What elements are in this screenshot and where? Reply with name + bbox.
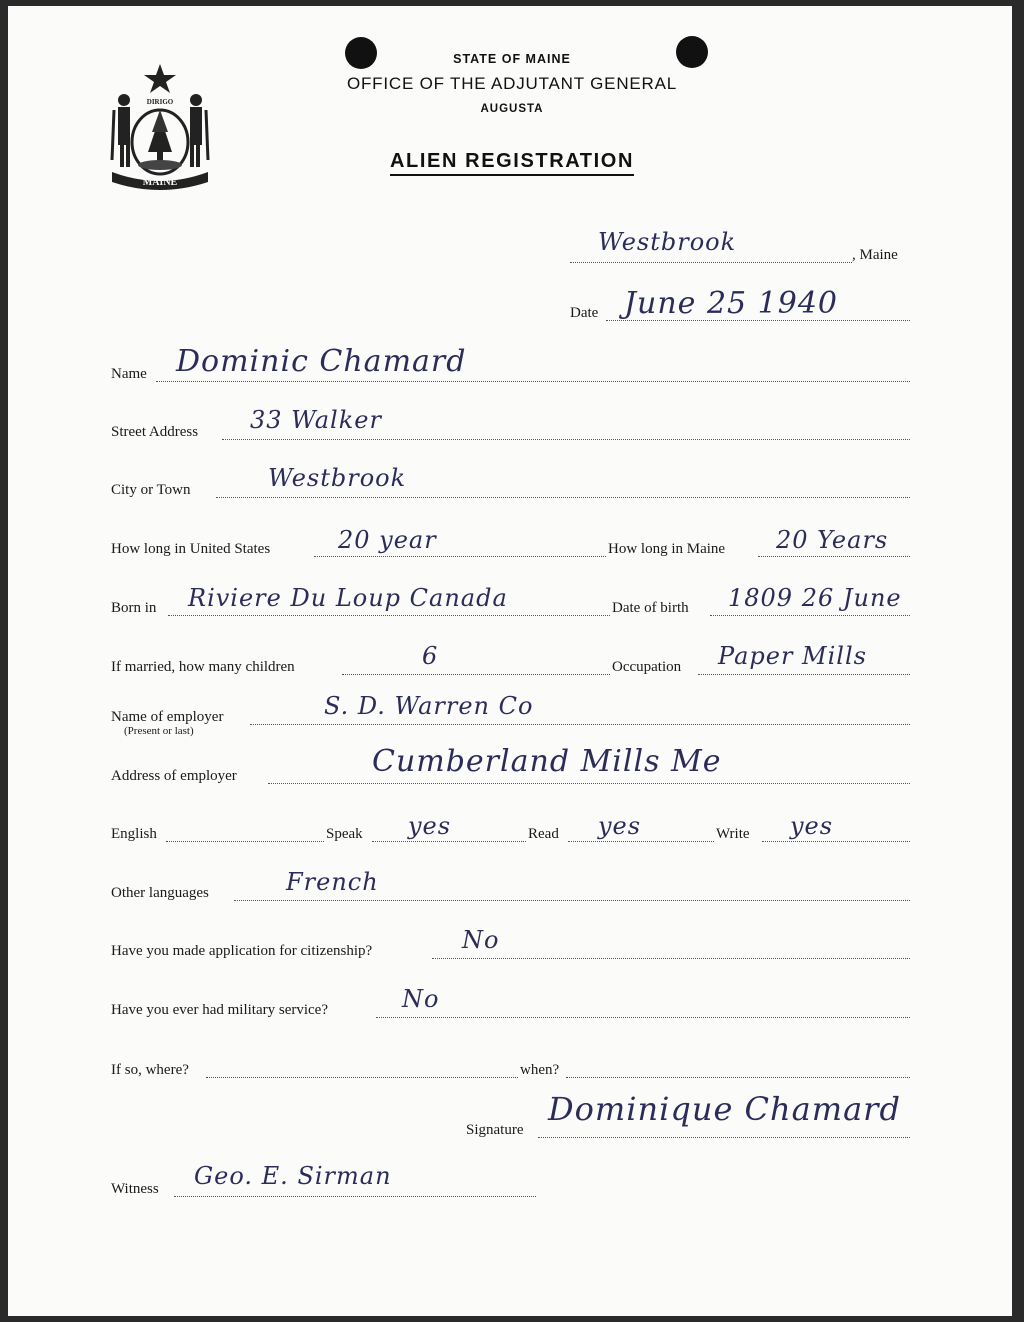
citizenship-label: Have you made application for citizenship?: [111, 943, 373, 959]
street-value: 33 Walker: [250, 406, 382, 434]
signature-line: [538, 1137, 910, 1138]
citizenship-line: [432, 958, 910, 959]
employer-sublabel: (Present or last): [124, 725, 194, 737]
employer-label: Name of employer: [111, 709, 224, 725]
witness-label: Witness: [111, 1181, 159, 1197]
svg-text:MAINE: MAINE: [142, 177, 178, 188]
military-value: No: [402, 985, 440, 1013]
speak-line: [372, 841, 526, 842]
children-value: 6: [422, 642, 439, 670]
english-label: English: [111, 826, 157, 842]
form-title: ALIEN REGISTRATION: [0, 150, 1024, 173]
how-long-us-label: How long in United States: [111, 541, 271, 557]
other-languages-value: French: [286, 868, 379, 896]
how-long-us-value: 20 year: [338, 526, 437, 554]
write-line: [762, 841, 910, 842]
children-line: [342, 674, 610, 675]
town-line: [570, 262, 852, 263]
name-value: Dominic Chamard: [176, 344, 467, 379]
when-label: when?: [520, 1062, 560, 1078]
children-label: If married, how many children: [111, 659, 295, 675]
occupation-value: Paper Mills: [718, 642, 867, 670]
read-line: [568, 841, 714, 842]
header-city: AUGUSTA: [480, 103, 544, 115]
write-value: yes: [790, 812, 834, 840]
employer-line: [250, 724, 910, 725]
signature-label: Signature: [466, 1122, 524, 1138]
town-value: Westbrook: [598, 228, 737, 256]
military-label: Have you ever had military service?: [111, 1002, 328, 1018]
city-town-line: [216, 497, 910, 498]
maine-label: , Maine: [852, 247, 898, 263]
if-so-where-label: If so, where?: [111, 1062, 189, 1078]
witness-line: [174, 1196, 536, 1197]
how-long-maine-value: 20 Years: [776, 526, 889, 554]
employer-value: S. D. Warren Co: [324, 692, 534, 720]
date-of-birth-value: 1809 26 June: [728, 584, 902, 612]
signature-value: Dominique Chamard: [548, 1090, 901, 1128]
header-state: STATE OF MAINE: [453, 52, 571, 66]
date-of-birth-line: [710, 615, 910, 616]
city-town-label: City or Town: [111, 482, 191, 498]
svg-text:DIRIGO: DIRIGO: [146, 98, 174, 106]
name-label: Name: [111, 366, 147, 382]
date-of-birth-label: Date of birth: [612, 600, 689, 616]
other-languages-line: [234, 900, 910, 901]
employer-address-value: Cumberland Mills Me: [372, 744, 722, 779]
other-languages-label: Other languages: [111, 885, 209, 901]
occupation-line: [698, 674, 910, 675]
if-so-where-line: [206, 1077, 518, 1078]
header-office: OFFICE OF THE ADJUTANT GENERAL: [346, 74, 678, 93]
date-label: Date: [570, 305, 599, 321]
how-long-us-line: [314, 556, 606, 557]
employer-address-label: Address of employer: [111, 768, 237, 784]
speak-value: yes: [408, 812, 452, 840]
occupation-label: Occupation: [612, 659, 682, 675]
city-town-value: Westbrook: [268, 464, 407, 492]
read-label: Read: [528, 826, 559, 842]
employer-address-line: [268, 783, 910, 784]
street-line: [222, 439, 910, 440]
when-line: [566, 1077, 910, 1078]
name-line: [156, 381, 910, 382]
english-line: [166, 841, 324, 842]
witness-value: Geo. E. Sirman: [194, 1162, 392, 1190]
born-in-value: Riviere Du Loup Canada: [188, 584, 508, 612]
write-label: Write: [716, 826, 750, 842]
born-in-line: [168, 615, 610, 616]
read-value: yes: [598, 812, 642, 840]
citizenship-value: No: [462, 926, 500, 954]
born-in-label: Born in: [111, 600, 157, 616]
date-value: June 25 1940: [624, 286, 839, 321]
speak-label: Speak: [326, 826, 363, 842]
military-line: [376, 1017, 910, 1018]
how-long-maine-label: How long in Maine: [608, 541, 726, 557]
street-label: Street Address: [111, 424, 199, 440]
how-long-maine-line: [758, 556, 910, 557]
